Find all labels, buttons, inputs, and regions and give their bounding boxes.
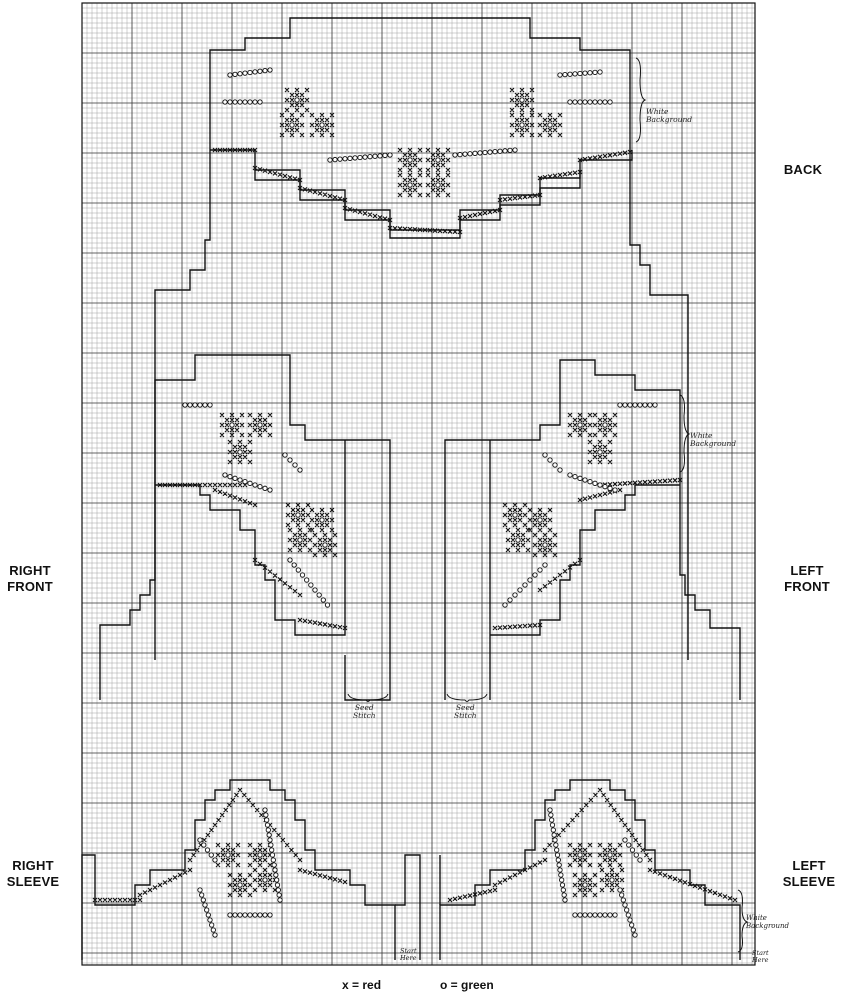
note-start-here-left-line2: Here	[752, 956, 769, 964]
legend-x-red: x = red	[342, 978, 382, 992]
label-left-front-line1: LEFT	[790, 563, 824, 578]
note-seed-stitch-left-line1: Seed	[455, 703, 475, 712]
note-seed-stitch-right	[353, 704, 376, 720]
label-right-sleeve-line2: SLEEVE	[6, 874, 60, 889]
left-front-outline	[445, 360, 740, 700]
legend-o-green: o = green	[440, 978, 494, 992]
note-seed-stitch-left	[454, 704, 477, 720]
graph-paper-grid	[82, 3, 755, 965]
label-right-front-line1: RIGHT	[9, 563, 51, 578]
note-start-here-left-line1: Start	[752, 949, 769, 957]
label-left-sleeve	[780, 858, 838, 890]
label-left-front	[780, 563, 834, 595]
label-right-front	[4, 563, 56, 595]
major-grid-lines	[82, 3, 755, 965]
note-white-background-sleeve	[746, 915, 789, 930]
note-start-here-left	[752, 950, 769, 964]
minor-grid-lines	[82, 3, 755, 965]
note-start-here-right-line1: Start	[400, 947, 417, 955]
label-back: BACK	[783, 162, 823, 177]
note-start-here-right	[400, 948, 417, 962]
grid-frame	[82, 3, 755, 965]
back-piece-outline	[155, 18, 688, 660]
note-seed-stitch-right-line1: Seed	[354, 703, 374, 712]
label-left-sleeve-line1: LEFT	[792, 858, 826, 873]
note-white-background-back	[646, 108, 692, 124]
x-stitch-marks	[93, 88, 737, 902]
note-white-background-back-line2: Background	[646, 115, 693, 124]
note-seed-stitch-left-line2: Stitch	[454, 711, 477, 720]
right-front-outline	[100, 355, 390, 700]
label-right-front-line2: FRONT	[7, 579, 53, 594]
note-white-background-front	[690, 432, 736, 448]
note-white-background-front-line1: White	[690, 431, 713, 440]
note-start-here-right-line2: Here	[400, 954, 417, 962]
label-left-front-line2: FRONT	[784, 579, 830, 594]
note-white-background-sleeve-line1: White	[746, 914, 767, 922]
label-right-sleeve	[4, 858, 62, 890]
label-right-sleeve-line1: RIGHT	[12, 858, 54, 873]
note-white-background-sleeve-line2: Background	[746, 921, 790, 930]
note-white-background-back-line1: White	[646, 107, 669, 116]
note-seed-stitch-right-line2: Stitch	[353, 711, 376, 720]
label-left-sleeve-line2: SLEEVE	[782, 874, 836, 889]
note-white-background-front-line2: Background	[690, 439, 737, 448]
